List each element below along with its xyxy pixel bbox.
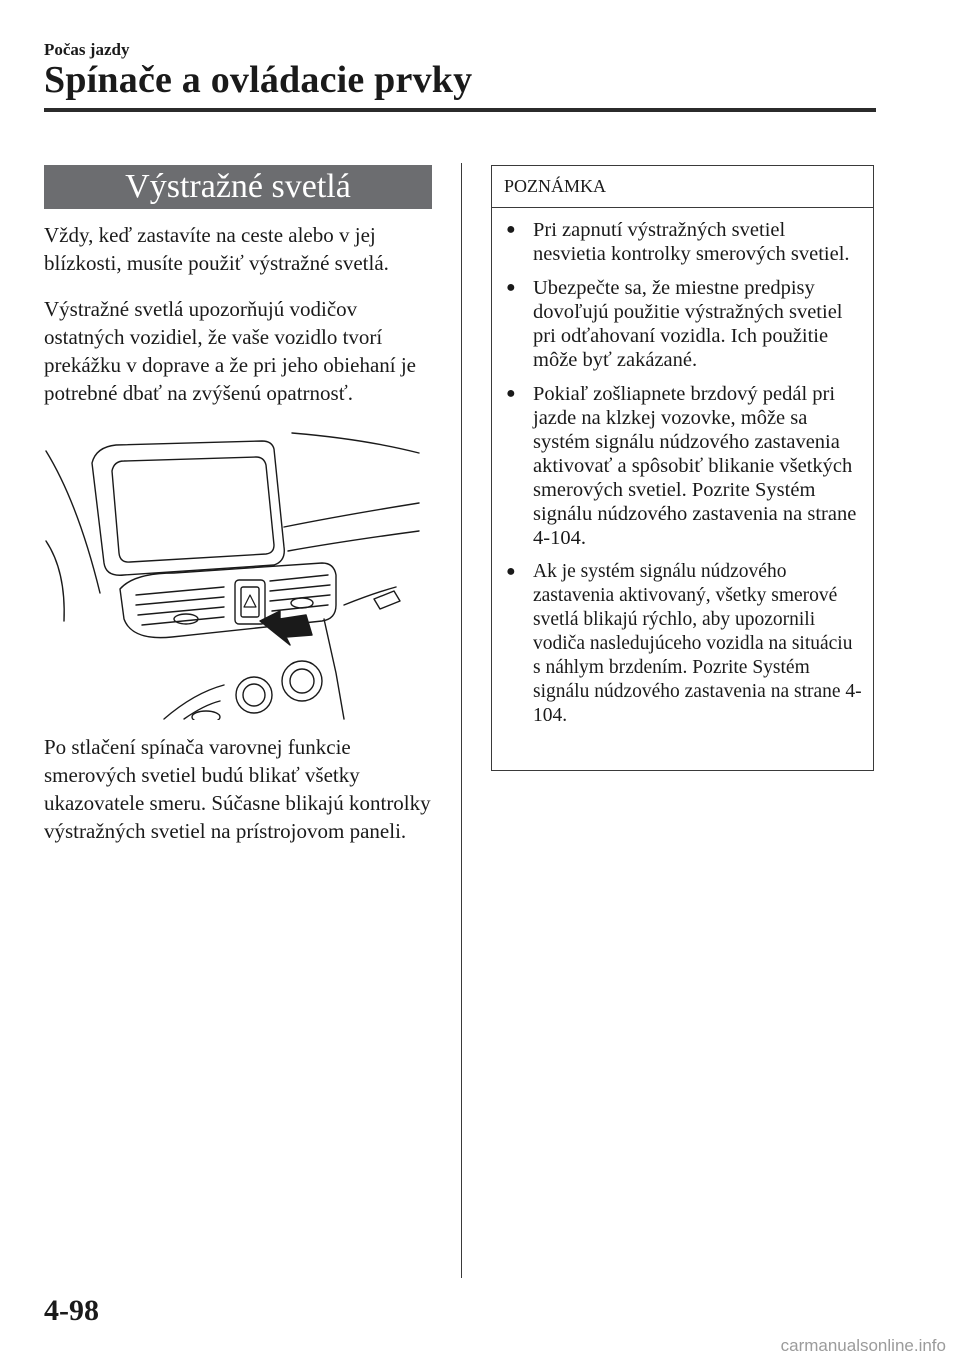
- left-column: [44, 165, 432, 425]
- watermark: carmanualsonline.info: [780, 1336, 946, 1355]
- paragraph-3: Po stlačení spínača varovnej funkcie smerových svetiel budú blikať všetky ukazovatele smeru. Súčasne blikajú kontrolky výstražných svetiel na prístrojovom paneli.: [44, 735, 431, 843]
- note-item: [506, 218, 863, 266]
- section-title: Výstražné svetlá: [44, 165, 432, 209]
- note-list: [492, 208, 873, 728]
- bullet-icon: ●: [506, 279, 516, 296]
- note-item-text: Pokiaľ zošliapnete brzdový pedál pri jazde na klzkej vozovke, môže sa systém signálu núdzového zastavenia aktivovať a spôsobiť blikanie všetkých smerových svetiel. Pozrite Systém signálu núdzového zastavenia na strane 4-104.: [533, 383, 857, 549]
- note-item: [506, 276, 863, 372]
- paragraph-1: Vždy, keď zastavíte na ceste alebo v jej blízkosti, musíte použiť výstražné svetlá.: [44, 223, 389, 275]
- page-number: 4-98: [44, 1294, 99, 1327]
- paragraph-2: Výstražné svetlá upozorňujú vodičov ostatných vozidiel, že vaše vozidlo tvorí prekážku v doprave a že pri jeho obiehaní je potrebné dbať na zvýšenú opatrnosť.: [44, 297, 417, 405]
- note-item-text: Ak je systém signálu núdzového zastavenia aktivovaný, všetky smerové svetlá blikajú rýchlo, aby upozornili vodiča nasledujúceho vozidla na situáciu s náhlym brzdením. Pozrite Systém signálu núdzového zastavenia na strane 4-104.: [533, 561, 862, 726]
- note-item: [506, 560, 863, 728]
- column-divider: [461, 163, 462, 1278]
- note-item-text: Pri zapnutí výstražných svetiel nesvietia kontrolky smerových svetiel.: [533, 219, 850, 265]
- note-item-text: Ubezpečte sa, že miestne predpisy dovoľujú použitie výstražných svetiel pri odťahovaní vozidla. Ich použitie môže byť zakázané.: [533, 277, 843, 371]
- left-column-lower: [44, 733, 432, 863]
- note-item: [506, 382, 863, 550]
- bullet-icon: ●: [506, 221, 516, 238]
- breadcrumb: Počas jazdy: [44, 40, 130, 59]
- chapter-title: Spínače a ovládacie prvky: [44, 59, 473, 101]
- note-box: [491, 165, 874, 771]
- bullet-icon: ●: [506, 385, 516, 402]
- hazard-switch-illustration: [44, 423, 434, 720]
- note-heading: POZNÁMKA: [492, 166, 873, 208]
- header-rule: [44, 108, 876, 112]
- bullet-icon: ●: [506, 563, 516, 580]
